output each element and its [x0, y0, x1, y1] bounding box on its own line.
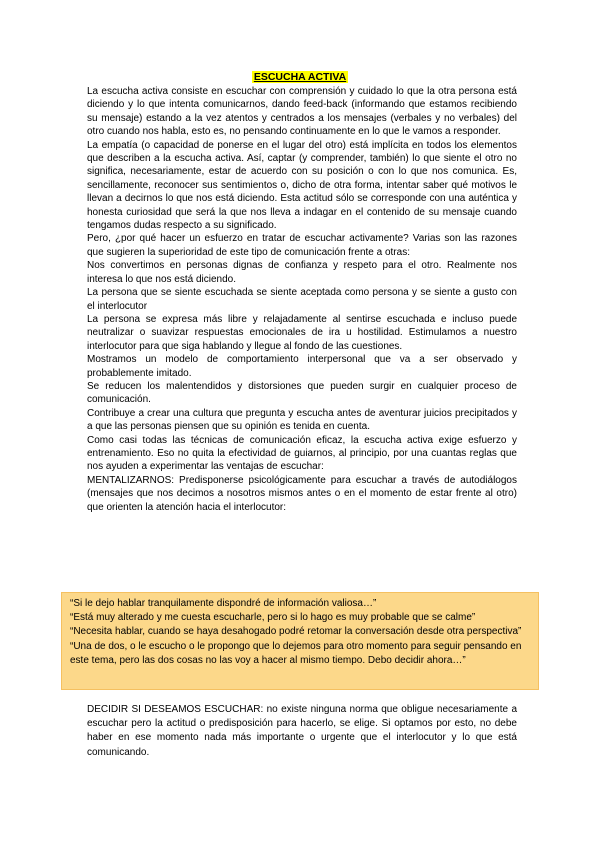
document-title	[0, 70, 600, 84]
paragraph-intro: La escucha activa consiste en escuchar con comprensión y cuidado lo que la otra persona está diciendo y lo que intenta comunicarnos, dando feed-back (informando que estamos recibiendo su mensaje) estando a la vez atentos y centrados a los mensajes (verbales y no verbales) del otro cuando nos habla, esto es, no pensando continuamente en lo que le vamos a responder.	[87, 86, 517, 138]
paragraph-confianza: Nos convertimos en personas dignas de confianza y respeto para el otro. Realmente nos interesa lo que nos está diciendo.	[87, 260, 517, 285]
quote-item: “Una de dos, o le escucho o le propongo que lo dejemos para otro momento para seguir pensando en este tema, pero las dos cosas no las voy a hacer al mismo tiempo. Debo decidir ahora…”	[70, 640, 522, 666]
quote-item: “Si le dejo hablar tranquilamente dispondré de información valiosa…”	[70, 598, 377, 609]
paragraph-malentendidos: Se reducen los malentendidos y distorsiones que pueden surgir en cualquier proceso de comunicación.	[87, 380, 517, 406]
paragraph-relajada: La persona se expresa más libre y relajadamente al sentirse escuchada e incluso puede neutralizar o suavizar respuestas emocionales de ira u hostilidad. Estimulamos a nuestro interlocutor para que siga hablando y llegue al fondo de las cuestiones.	[87, 313, 517, 352]
paragraph-cultura: Contribuye a crear una cultura que pregunta y escucha antes de aventurar juicios precipitados y a que las personas piensen que su opinión es tenida en cuenta.	[87, 407, 517, 433]
quote-item: “Necesita hablar, cuando se haya desahogado podré retomar la conversación desde otra perspectiva”	[70, 626, 522, 638]
paragraph-decidir: DECIDIR SI DESEAMOS ESCUCHAR: no existe ninguna norma que obligue necesariamente a escuchar pero la actitud o predisposición para hacerlo, se elige. Si optamos por esto, no debe haber en ese momento nada más importante o urgente que el interlocutor y lo que está comunicando.	[87, 704, 517, 758]
closing-section	[87, 703, 517, 760]
autodialogos-quote-box	[61, 592, 539, 690]
paragraph-modelo: Mostramos un modelo de comportamiento interpersonal que va a ser observado y probablemente imitado.	[87, 354, 517, 379]
quote-item: “Está muy alterado y me cuesta escucharle, pero si lo hago es muy probable que se calme”	[70, 612, 476, 624]
paragraph-empatia: La empatía (o capacidad de ponerse en el lugar del otro) está implícita en todos los elementos que describen a la escucha activa. Así, captar (y comprender, también) lo que siente el otro no significa, necesariamente, estar de acuerdo con su posición o con lo que nos comunica. Es, sencillamente, reconocer sus sentimientos o, dicho de otra forma, intentar saber qué motivos le llevan a decirnos lo que nos está diciendo. Esta actitud sólo se corresponde con una auténtica y honesta curiosidad que será la que nos lleva a indagar en el contenido de su mensaje cuando tengamos dudas respecto a su significado.	[87, 139, 517, 232]
document-body	[87, 85, 517, 514]
paragraph-mentalizarnos: MENTALIZARNOS: Predisponerse psicológicamente para escuchar a través de autodiálogos (mensajes que nos decimos a nosotros mismos antes o en el momento de estar frente al otro) que orienten la atención hacia el interlocutor:	[87, 474, 517, 513]
paragraph-por-que: Pero, ¿por qué hacer un esfuerzo en tratar de escuchar activamente? Varias son las razones que sugieren la superioridad de este tipo de comunicación frente a otras:	[87, 233, 517, 258]
document-title-text: ESCUCHA ACTIVA	[253, 71, 347, 83]
paragraph-aceptada: La persona que se siente escuchada se siente aceptada como persona y se siente a gusto con el interlocutor	[87, 287, 517, 312]
paragraph-entrenamiento: Como casi todas las técnicas de comunicación eficaz, la escucha activa exige esfuerzo y entrenamiento. Eso no quita la efectividad de guiarnos, al principio, por una cuantas reglas que nos ayuden a experimentar las ventajas de escuchar:	[87, 434, 517, 473]
